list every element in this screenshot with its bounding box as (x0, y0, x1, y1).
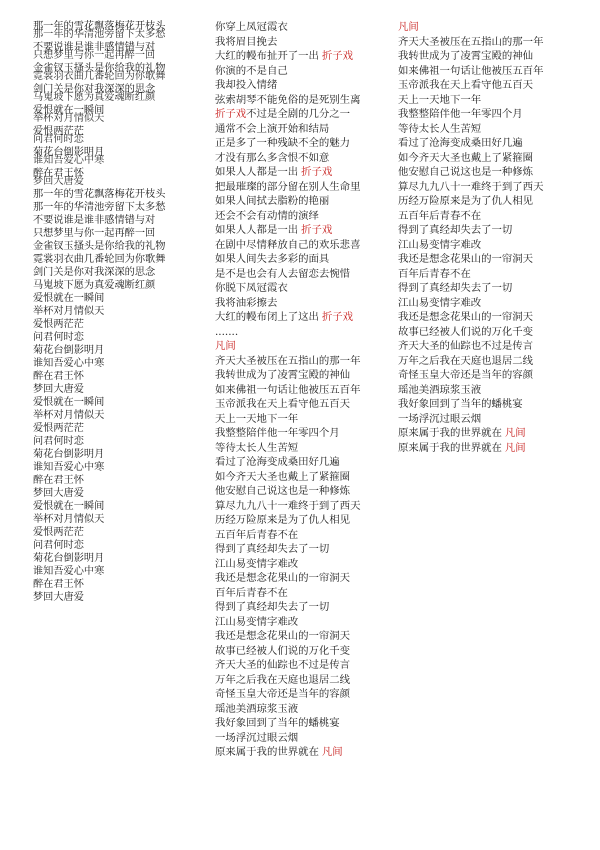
lyric-text: 我整整陪伴他一年零四个月 (398, 108, 523, 120)
lyric-line (215, 542, 380, 557)
lyric-text: 看过了沧海变成桑田好几遍 (215, 456, 340, 468)
lyric-line (215, 528, 380, 543)
lyric-text: 五百年后青春不在 (398, 209, 482, 222)
lyric-line (215, 238, 380, 253)
lyric-text: 得到了真经却失去了一切 (398, 282, 513, 294)
lyric-text: 江山易变情字难改 (215, 615, 299, 628)
lyric-line (398, 78, 558, 93)
lyric-text: 如来佛祖一句话让他被压五百年 (398, 64, 544, 77)
lyric-line (215, 209, 380, 224)
lyric-text: 弦索胡琴不能免俗的是死别生离 (215, 93, 361, 106)
lyric-line: 爱恨就在一瞬间 (33, 397, 105, 408)
lyric-line (215, 513, 380, 528)
highlighted-word: 凡间 (504, 427, 526, 439)
lyric-text: 江山易变情字难改 (215, 557, 299, 570)
lyric-line: 谁知吾爱心中寒 (33, 566, 105, 577)
lyric-text: 齐天大圣的仙踪也不过是传言 (398, 340, 534, 352)
lyric-text: 我转世成为了凌霄宝殿的神仙 (215, 369, 351, 381)
lyric-text: 故事已经被人们说的万化千变 (215, 644, 351, 657)
lyric-line (398, 412, 558, 427)
lyric-line (215, 412, 380, 427)
lyric-line: 谁知吾爱心中寒 (33, 155, 105, 166)
lyric-line: 爱恨两茫茫 (33, 527, 84, 538)
lyric-line (398, 151, 558, 166)
lyric-text: 我还是想念花果山的一帘洞天 (215, 572, 351, 584)
lyric-text: 才没有那么多含恨不如意 (215, 151, 330, 164)
lyric-line (215, 615, 380, 630)
lyric-line (398, 223, 558, 238)
highlighted-word: 折子戏 (321, 311, 354, 323)
lyric-line: 菊花台倒影明月 (33, 553, 105, 564)
lyric-line (215, 281, 380, 296)
lyric-line (215, 93, 380, 108)
lyric-text: 大红的幔布闭上了这出 (215, 311, 319, 323)
lyric-line (398, 267, 558, 282)
lyric-text: 如来佛祖一句话让他被压五百年 (215, 383, 361, 396)
lyric-line (398, 281, 558, 296)
lyric-line (215, 687, 380, 702)
lyric-line (398, 339, 558, 354)
lyric-line (215, 731, 380, 746)
lyric-text: 百年后青春不在 (398, 267, 471, 280)
lyric-text: 齐天大圣被压在五指山的那一年 (215, 354, 361, 367)
lyric-text: 正是多了一种残缺不全的魅力 (215, 137, 351, 149)
lyric-text: 是不是也会有人去留恋去惋惜 (215, 267, 351, 280)
lyric-line: 只想梦里与你一起再醉一回 (33, 228, 156, 239)
highlighted-word: 折子戏 (301, 224, 333, 236)
lyric-text: 你脱下凤冠霞衣 (215, 282, 288, 294)
lyric-line (215, 571, 380, 586)
lyric-line (398, 20, 558, 35)
lyric-line (215, 484, 380, 499)
lyric-line (215, 470, 380, 485)
lyric-text: 齐天大圣的仙踪也不过是传言 (215, 659, 351, 671)
lyric-line: 马嵬坡下愿为真爱魂断红颜 (33, 280, 156, 291)
lyric-text: 我还是想念花果山的一帘洞天 (215, 630, 351, 642)
lyric-text: 他安慰自己说这也是一种修炼 (215, 485, 351, 497)
lyric-line (398, 383, 558, 398)
highlighted-word: 凡间 (321, 746, 343, 758)
lyric-text: 得到了真经却失去了一切 (398, 224, 513, 236)
lyric-line (215, 499, 380, 514)
lyric-line (215, 267, 380, 282)
lyric-line (215, 354, 380, 369)
lyric-line (398, 368, 558, 383)
lyric-line: 那一年的雪花飘落梅花开枝头 (33, 21, 166, 32)
lyric-line (398, 441, 558, 456)
lyric-text: 还会不会有动情的演绎 (215, 209, 319, 222)
lyrics-column-2 (215, 20, 380, 760)
lyric-line (215, 441, 380, 456)
lyric-text: 在剧中尽情释放自己的欢乐悲喜 (215, 238, 361, 251)
lyric-line (215, 644, 380, 659)
lyric-line: 剑门关是你对我深深的思念 (33, 267, 156, 278)
highlighted-word: 折子戏 (301, 166, 333, 178)
lyric-line: 问君何时恋 (33, 332, 84, 343)
lyric-line: 那一年的华清池旁留下太多愁 (33, 29, 166, 40)
lyric-text: 天上一天地下一年 (398, 93, 482, 106)
lyric-text: 历经万险原来是为了仇人相见 (398, 195, 534, 207)
lyric-line (398, 296, 558, 311)
lyric-line (215, 151, 380, 166)
lyric-line (215, 557, 380, 572)
lyric-line (215, 339, 380, 354)
lyric-line (215, 136, 380, 151)
lyric-line: 霓裳羽衣曲几番轮回为你歌舞 (33, 71, 166, 82)
lyric-text: 我却投入情绪 (215, 79, 278, 91)
lyric-text: 齐天大圣被压在五指山的那一年 (398, 35, 544, 48)
lyric-text: 百年后青春不在 (215, 586, 288, 599)
lyric-text: 通常不会上演开始和结局 (215, 122, 330, 135)
lyric-line: 梦回大唐爱 (33, 488, 84, 499)
lyric-line (215, 426, 380, 441)
lyric-line: 举杯对月情似天 (33, 410, 105, 421)
lyric-line (215, 107, 380, 122)
lyric-line: 那一年的华清池旁留下太多愁 (33, 202, 166, 213)
lyric-text: 得到了真经却失去了一切 (215, 543, 330, 555)
lyric-line: 马嵬坡下愿为真爱魂断红颜 (33, 92, 156, 103)
lyric-text: 瑶池美酒琼浆玉液 (398, 383, 482, 396)
highlighted-word: 折子戏 (321, 50, 354, 62)
lyric-line (398, 310, 558, 325)
lyric-line: 剑门关是你对我深深的思念 (33, 84, 156, 95)
lyric-text: 五百年后青春不在 (215, 528, 299, 541)
lyric-line: 问君何时恋 (33, 134, 84, 145)
lyric-line: 谁知吾爱心中寒 (33, 358, 105, 369)
lyric-line: 爱恨就在一瞬间 (33, 105, 105, 116)
lyric-text: 算尽九九八十一难终于到了西天 (215, 499, 361, 512)
lyric-line: 醉在君王怀 (33, 168, 84, 179)
lyric-line: 爱恨两茫茫 (33, 319, 84, 330)
lyric-text: 原来属于我的世界就在 (215, 746, 319, 758)
lyric-text: 万年之后我在天庭也退居二线 (215, 673, 351, 686)
lyric-text: 天上一天地下一年 (215, 412, 299, 425)
lyric-line (215, 252, 380, 267)
lyric-text: 如果人间失去多彩的面具 (215, 253, 330, 265)
lyric-line (215, 180, 380, 195)
lyric-line: 举杯对月情似天 (33, 306, 105, 317)
lyric-line: 菊花台倒影明月 (33, 449, 105, 460)
lyric-line (215, 35, 380, 50)
lyric-text: 奇怪玉皇大帝还是当年的容颜 (215, 688, 351, 700)
lyric-line (398, 136, 558, 151)
lyric-line: 谁知吾爱心中寒 (33, 462, 105, 473)
lyric-line (398, 180, 558, 195)
lyric-text: 如今齐天大圣也戴上了紧箍圈 (215, 470, 351, 483)
lyric-text: 你穿上凤冠霞衣 (215, 21, 288, 33)
lyric-line: 不要说谁是谁非感情错与对 (33, 215, 156, 226)
lyric-line (215, 194, 380, 209)
lyric-line: 爱恨两茫茫 (33, 126, 84, 137)
lyric-text: 万年之后我在天庭也退居二线 (398, 354, 534, 367)
lyric-line (215, 702, 380, 717)
lyric-text: 我将油彩擦去 (215, 296, 278, 309)
lyric-text: 算尽九九八十一难终于到了西天 (398, 180, 544, 193)
lyric-line (398, 49, 558, 64)
lyric-line (398, 35, 558, 50)
lyric-text: 奇怪玉皇大帝还是当年的容颜 (398, 369, 534, 381)
lyric-line (215, 658, 380, 673)
lyric-line (215, 716, 380, 731)
lyric-line: 菊花台倒影明月 (33, 345, 105, 356)
lyric-line (215, 629, 380, 644)
lyric-line: 爱恨就在一瞬间 (33, 501, 105, 512)
lyric-line: 不要说谁是谁非感情错与对 (33, 42, 156, 53)
lyric-line (215, 64, 380, 79)
lyric-text: 江山易变情字难改 (398, 296, 482, 309)
lyric-line (215, 586, 380, 601)
lyric-line (398, 64, 558, 79)
lyric-text: 我还是想念花果山的一帘洞天 (398, 311, 534, 323)
lyric-text: 江山易变情字难改 (398, 238, 482, 251)
lyric-line (215, 368, 380, 383)
lyric-line (215, 223, 380, 238)
lyric-line (398, 426, 558, 441)
lyric-line (215, 600, 380, 615)
lyric-line (215, 310, 380, 325)
lyric-line: 梦回大唐爱 (33, 592, 84, 603)
lyric-line: 爱恨两茫茫 (33, 423, 84, 434)
lyric-line (215, 673, 380, 688)
lyric-line (215, 383, 380, 398)
lyric-line (215, 78, 380, 93)
lyric-line (215, 455, 380, 470)
lyric-text: 得到了真经却失去了一切 (215, 601, 330, 613)
lyric-line (215, 745, 380, 760)
highlighted-word: 凡间 (504, 441, 526, 454)
lyric-line (398, 238, 558, 253)
lyric-line (398, 354, 558, 369)
lyric-line (215, 296, 380, 311)
lyric-line: 梦回大唐爱 (33, 384, 84, 395)
lyric-line (398, 107, 558, 122)
lyric-line: 举杯对月情似天 (33, 113, 105, 124)
lyric-line (398, 252, 558, 267)
lyric-text: 我好象回到了当年的蟠桃宴 (215, 717, 340, 729)
lyric-text: 一场浮沉过眼云烟 (215, 731, 299, 744)
lyric-line: 问君何时恋 (33, 540, 84, 551)
lyric-line: 举杯对月情似天 (33, 514, 105, 525)
lyric-text: 故事已经被人们说的万化千变 (398, 325, 534, 338)
lyric-text: 我还是想念花果山的一帘洞天 (398, 253, 534, 265)
lyric-line: 醉在君王怀 (33, 371, 84, 382)
lyric-line: 那一年的雪花飘落梅花开枝头 (33, 189, 166, 200)
lyric-line: 问君何时恋 (33, 436, 84, 447)
lyric-text: 玉帝派我在天上看守他五百天 (398, 79, 534, 91)
lyric-text: 我好象回到了当年的蟠桃宴 (398, 398, 523, 410)
lyric-text: ....... (215, 325, 239, 338)
lyric-line (215, 325, 380, 340)
lyric-line (398, 93, 558, 108)
lyric-text: 他安慰自己说这也是一种修炼 (398, 166, 534, 178)
lyric-text: 原来属于我的世界就在 (398, 427, 502, 439)
lyric-line: 只想梦里与你一起再醉一回 (33, 50, 156, 61)
lyric-text: 如果人人都是一出 (215, 224, 299, 236)
lyric-text: 大红的幔布扯开了一出 (215, 50, 319, 62)
lyric-text: 如果人人都是一出 (215, 166, 299, 178)
lyric-line: 菊花台倒影明月 (33, 147, 105, 158)
lyrics-column-3 (398, 20, 558, 455)
lyric-text: 玉帝派我在天上看守他五百天 (215, 398, 351, 410)
lyric-text: 我整整陪伴他一年零四个月 (215, 427, 340, 439)
lyric-line: 醉在君王怀 (33, 579, 84, 590)
lyric-text: 把最璀璨的部分留在别人生命里 (215, 180, 361, 193)
lyric-line: 醉在君王怀 (33, 475, 84, 486)
lyric-line (215, 165, 380, 180)
lyric-line: 霓裳羽衣曲几番轮回为你歌舞 (33, 254, 166, 265)
lyric-text: 一场浮沉过眼云烟 (398, 412, 482, 425)
lyric-text: 等待太长人生苦短 (215, 441, 299, 454)
lyric-text: 我转世成为了凌霄宝殿的神仙 (398, 50, 534, 62)
lyric-text: 如果人间拭去脂粉的艳丽 (215, 195, 330, 207)
lyric-line (215, 20, 380, 35)
lyric-line (398, 165, 558, 180)
highlighted-word: 凡间 (398, 21, 419, 33)
lyric-line (398, 325, 558, 340)
lyric-line: 金雀钗玉搔头是你给我的礼物 (33, 63, 166, 74)
lyric-line: 梦回大唐爱 (33, 176, 84, 187)
lyric-line (398, 397, 558, 412)
lyric-line (215, 122, 380, 137)
lyrics-column-1 (33, 20, 193, 604)
lyric-text: 看过了沧海变成桑田好几遍 (398, 137, 523, 149)
lyric-line (398, 122, 558, 137)
lyric-text: 原来属于我的世界就在 (398, 441, 502, 454)
lyric-text: 等待太长人生苦短 (398, 122, 482, 135)
lyric-text: 你演的不是自己 (215, 64, 288, 77)
highlighted-word: 折子戏 (215, 108, 247, 120)
lyric-text: 历经万险原来是为了仇人相见 (215, 514, 351, 526)
lyric-line (215, 397, 380, 412)
lyric-line (398, 209, 558, 224)
lyric-line (398, 194, 558, 209)
lyric-line: 金雀钗玉搔头是你给我的礼物 (33, 241, 166, 252)
lyric-text: 如今齐天大圣也戴上了紧箍圈 (398, 151, 534, 164)
lyric-line (215, 49, 380, 64)
lyric-text: 瑶池美酒琼浆玉液 (215, 702, 299, 715)
highlighted-word: 凡间 (215, 340, 236, 352)
lyric-line: 爱恨就在一瞬间 (33, 293, 105, 304)
lyric-text: 我将眉目挽去 (215, 35, 278, 48)
lyric-text-after: 不过是全剧的几分之一 (246, 108, 351, 120)
